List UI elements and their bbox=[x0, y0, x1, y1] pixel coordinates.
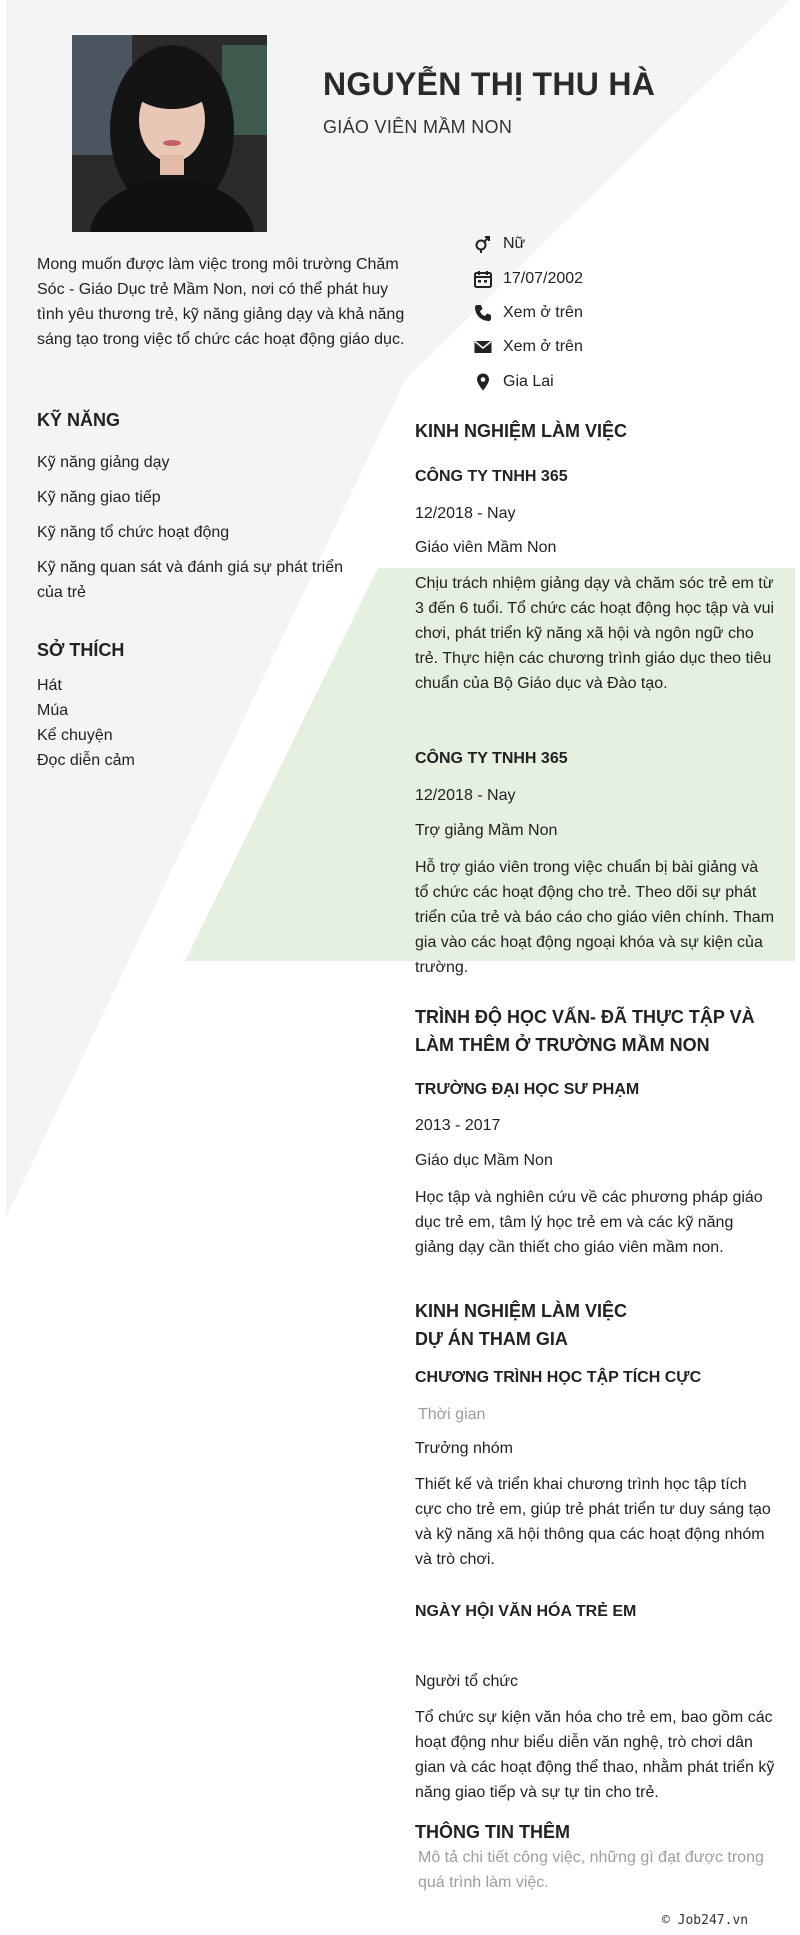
project-role: Trưởng nhóm bbox=[415, 1440, 513, 1457]
info-phone bbox=[473, 300, 583, 326]
gender-icon bbox=[473, 234, 493, 254]
location-icon bbox=[473, 372, 493, 392]
education-school: TRƯỜNG ĐẠI HỌC SƯ PHẠM bbox=[415, 1081, 640, 1098]
experience-company: CÔNG TY TNHH 365 bbox=[415, 468, 568, 485]
education-period: 2013 - 2017 bbox=[415, 1117, 501, 1134]
experience-heading: KINH NGHIỆM LÀM VIỆC bbox=[415, 421, 628, 441]
education-description: Học tập và nghiên cứu về các phương pháp giáo dục trẻ em, tâm lý học trẻ em và các kỹ năng giảng dạy cần thiết cho giáo viên mầm non. bbox=[415, 1189, 763, 1256]
project-description: Tổ chức sự kiện văn hóa cho trẻ em, bao gồm các hoạt động như biểu diễn văn nghệ, trò chơi dân gian và các hoạt động thể thao, nhằm phát triển kỹ năng giao tiếp và sự tự tin cho trẻ. bbox=[415, 1709, 775, 1801]
phone-value: Xem ở trên bbox=[503, 304, 583, 321]
career-objective: Mong muốn được làm việc trong môi trường Chăm Sóc - Giáo Dục trẻ Mầm Non, nơi có thể phát huy tình yêu thương trẻ, kỹ năng giảng dạy và khả năng sáng tạo trong việc tổ chức các hoạt động giáo dục. bbox=[37, 256, 405, 348]
hobby-item: Kể chuyện bbox=[37, 727, 113, 744]
candidate-title: GIÁO VIÊN MẦM NON bbox=[323, 117, 513, 137]
gender-value: Nữ bbox=[503, 235, 526, 252]
project-description: Thiết kế và triển khai chương trình học tập tích cực cho trẻ em, giúp trẻ phát triển tư duy sáng tạo và kỹ năng xã hội thông qua các hoạt động nhóm và trò chơi. bbox=[415, 1476, 771, 1568]
experience-description: Chịu trách nhiệm giảng dạy và chăm sóc trẻ em từ 3 đến 6 tuổi. Tổ chức các hoạt động học tập và vui chơi, phát triển kỹ năng xã hội và ngôn ngữ cho trẻ. Thực hiện các chương trình giáo dục theo tiêu chuẩn của Bộ Giáo dục và Đào tạo. bbox=[415, 575, 775, 692]
education-major: Giáo dục Mầm Non bbox=[415, 1152, 553, 1169]
project-name: CHƯƠNG TRÌNH HỌC TẬP TÍCH CỰC bbox=[415, 1369, 702, 1386]
hobby-item: Hát bbox=[37, 677, 62, 694]
phone-icon bbox=[473, 303, 493, 323]
skill-item: Kỹ năng giao tiếp bbox=[37, 489, 161, 506]
info-gender bbox=[473, 231, 525, 257]
email-icon bbox=[473, 337, 493, 357]
projects-heading-line2: DỰ ÁN THAM GIA bbox=[415, 1329, 568, 1349]
info-location bbox=[473, 369, 554, 395]
watermark: © Job247.vn bbox=[662, 1913, 749, 1928]
avatar bbox=[72, 35, 267, 232]
profile-photo bbox=[72, 35, 267, 232]
project-time: Thời gian bbox=[418, 1406, 486, 1423]
birthday-value: 17/07/2002 bbox=[503, 270, 584, 287]
experience-description: Hỗ trợ giáo viên trong việc chuẩn bị bài giảng và tổ chức các hoạt động cho trẻ. Theo dõi sự phát triển của trẻ và báo cáo cho giáo viên chính. Tham gia vào các hoạt động ngoại khóa và sự kiện của trường. bbox=[415, 859, 775, 976]
candidate-name: NGUYỄN THỊ THU HÀ bbox=[323, 66, 656, 102]
additional-placeholder: Mô tả chi tiết công việc, những gì đạt được trong quá trình làm việc. bbox=[418, 1849, 764, 1891]
skills-heading: KỸ NĂNG bbox=[37, 410, 121, 430]
projects-heading-line1: KINH NGHIỆM LÀM VIỆC bbox=[415, 1301, 628, 1321]
email-value: Xem ở trên bbox=[503, 338, 583, 355]
experience-period: 12/2018 - Nay bbox=[415, 505, 516, 522]
skill-item: Kỹ năng quan sát và đánh giá sự phát triển của trẻ bbox=[37, 559, 344, 601]
project-name: NGÀY HỘI VĂN HÓA TRẺ EM bbox=[415, 1603, 637, 1620]
info-birthday bbox=[473, 266, 583, 292]
hobby-item: Đọc diễn cảm bbox=[37, 752, 135, 769]
education-heading: TRÌNH ĐỘ HỌC VẤN- ĐÃ THỰC TẬP VÀ LÀM THÊM Ở TRƯỜNG MẦM NON bbox=[415, 1007, 755, 1055]
location-value: Gia Lai bbox=[503, 373, 554, 390]
skill-item: Kỹ năng tổ chức hoạt động bbox=[37, 524, 230, 541]
additional-heading: THÔNG TIN THÊM bbox=[415, 1822, 570, 1842]
experience-period: 12/2018 - Nay bbox=[415, 787, 516, 804]
calendar-icon bbox=[473, 269, 493, 289]
project-role: Người tổ chức bbox=[415, 1673, 519, 1690]
hobbies-heading: SỞ THÍCH bbox=[37, 640, 125, 660]
experience-position: Trợ giảng Mầm Non bbox=[415, 822, 558, 839]
experience-position: Giáo viên Mầm Non bbox=[415, 539, 557, 556]
experience-company: CÔNG TY TNHH 365 bbox=[415, 750, 568, 767]
skill-item: Kỹ năng giảng dạy bbox=[37, 454, 170, 471]
hobby-item: Múa bbox=[37, 702, 69, 719]
info-email bbox=[473, 334, 583, 360]
